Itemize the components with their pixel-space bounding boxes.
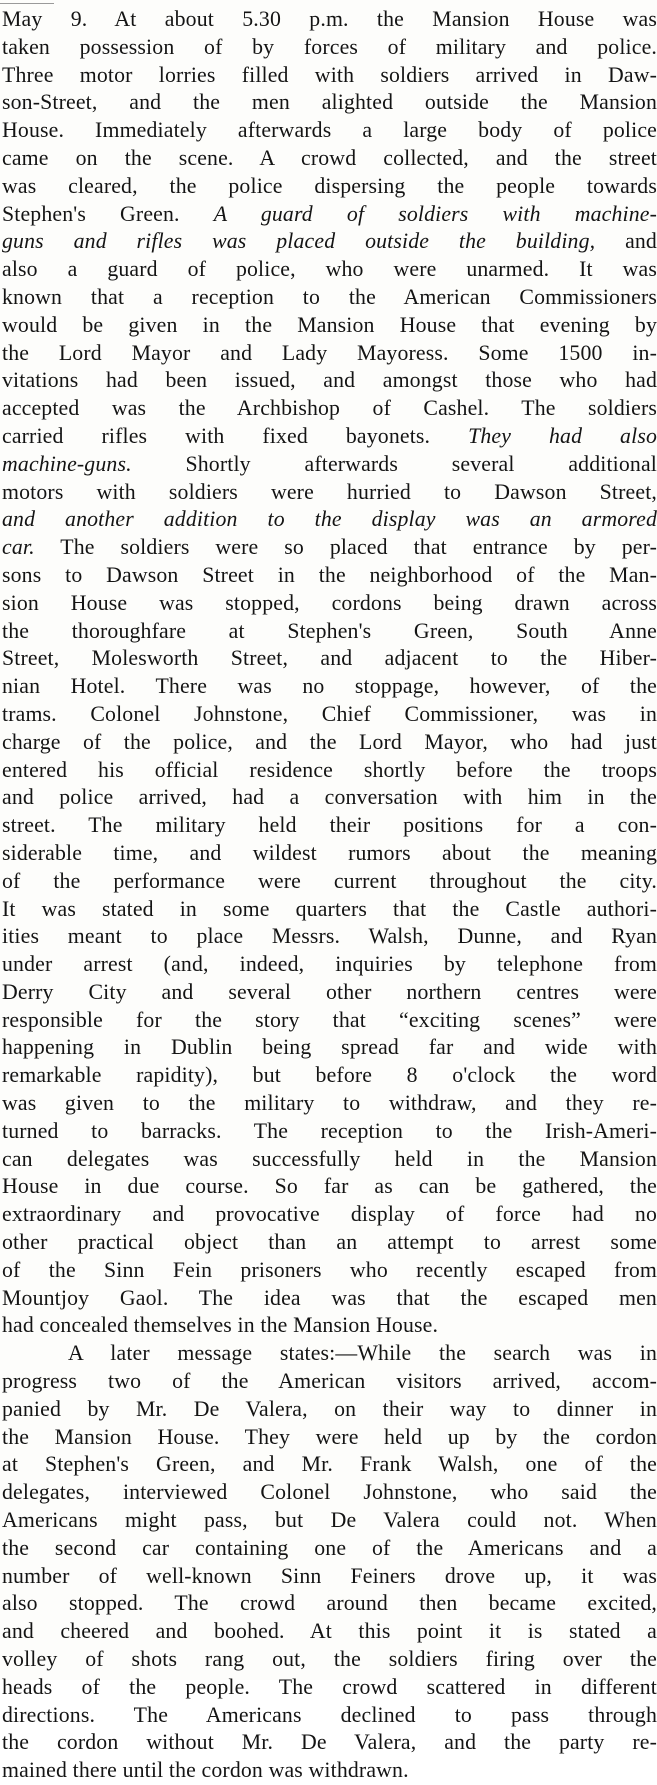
text-run: volley of shots rang out, the soldiers firing over the <box>2 1647 657 1672</box>
text-run: known that a reception to the American Commissioners <box>2 284 657 309</box>
column-rule <box>0 3 54 4</box>
text-run: panied by Mr. De Valera, on their way to dinner in <box>2 1396 657 1421</box>
text-run: A later message states:—While the search was in <box>68 1341 657 1366</box>
text-line <box>2 1729 657 1757</box>
italic-text: and another addition to the display was an armored <box>2 507 657 532</box>
text-line <box>2 590 657 618</box>
text-line <box>2 1034 657 1062</box>
text-line <box>2 312 657 340</box>
text-line <box>2 1285 657 1313</box>
text-run: Derry City and several other northern centres were <box>2 979 657 1004</box>
text-line <box>2 868 657 896</box>
text-run: the Lord Mayor and Lady Mayoress. Some 1500 in- <box>2 340 657 365</box>
text-run: sons to Dawson Street in the neighborhood of the Man- <box>2 562 657 587</box>
text-line <box>2 256 657 284</box>
text-run: and cheered and boohed. At this point it is stated a <box>2 1619 657 1644</box>
text-run: remarkable rapidity), but before 8 o'clock the word <box>2 1063 657 1088</box>
text-line <box>2 923 657 951</box>
text-line <box>2 1424 657 1452</box>
text-line <box>2 1146 657 1174</box>
text-line <box>2 645 657 673</box>
text-line <box>2 534 657 562</box>
text-line <box>2 1702 657 1730</box>
paragraph <box>2 1340 657 1785</box>
text-run: of the performance were current throughout the city. <box>2 868 657 893</box>
text-line <box>2 451 657 479</box>
article-text <box>2 6 657 1785</box>
text-run: mained there until the cordon was withdrawn. <box>2 1758 409 1783</box>
text-run: the thoroughfare at Stephen's Green, South Anne <box>2 618 657 643</box>
text-run: charge of the police, and the Lord Mayor, who had just <box>2 729 657 754</box>
text-line <box>2 1201 657 1229</box>
italic-text: guns and rifles was placed outside the building, <box>2 229 596 254</box>
text-line <box>2 340 657 368</box>
text-line <box>2 1396 657 1424</box>
text-line <box>2 896 657 924</box>
italic-text: They had also <box>468 423 657 448</box>
text-line <box>2 1479 657 1507</box>
text-line <box>2 1451 657 1479</box>
text-line <box>2 1229 657 1257</box>
text-run: The soldiers were so placed that entrance by per- <box>34 535 657 560</box>
text-line <box>2 562 657 590</box>
text-line <box>2 1007 657 1035</box>
text-run: had concealed themselves in the Mansion House. <box>2 1313 439 1338</box>
text-line <box>2 701 657 729</box>
text-run: also stopped. The crowd around then became excited, <box>2 1591 657 1616</box>
text-run: vitations had been issued, and amongst those who had <box>2 368 657 393</box>
text-line <box>2 62 657 90</box>
text-line <box>2 479 657 507</box>
text-run: Americans might pass, but De Valera could not. When <box>2 1508 657 1533</box>
text-run: May 9. At about 5.30 p.m. the Mansion House was <box>2 7 657 31</box>
text-line <box>2 1368 657 1396</box>
text-run: Street, Molesworth Street, and adjacent to the Hiber- <box>2 646 657 671</box>
text-run: heads of the people. The crowd scattered in different <box>2 1674 657 1699</box>
text-line <box>2 1090 657 1118</box>
text-line <box>2 1674 657 1702</box>
text-line <box>2 1062 657 1090</box>
text-run: accepted was the Archbishop of Cashel. The soldiers <box>2 396 657 421</box>
text-run: sion House was stopped, cordons being drawn across <box>2 590 657 615</box>
text-run: extraordinary and provocative display of force had no <box>2 1202 657 1227</box>
text-line <box>2 1173 657 1201</box>
text-run: ities meant to place Messrs. Walsh, Dunne, and Ryan <box>2 924 657 949</box>
text-run: came on the scene. A crowd collected, and the street <box>2 145 657 170</box>
text-line <box>2 395 657 423</box>
text-run: of the Sinn Fein prisoners who recently escaped from <box>2 1257 657 1282</box>
text-run: and police arrived, had a conversation with him in the <box>2 785 657 810</box>
text-line <box>2 1312 657 1340</box>
text-run: can delegates was successfully held in the Mansion <box>2 1146 657 1171</box>
text-line <box>2 673 657 701</box>
italic-text: car. <box>2 535 35 560</box>
text-run: House in due course. So far as can be gathered, the <box>2 1174 657 1199</box>
text-run: the cordon without Mr. De Valera, and the party re- <box>2 1730 657 1755</box>
text-run: Mountjoy Gaol. The idea was that the escaped men <box>2 1285 657 1310</box>
text-run: directions. The Americans declined to pass through <box>2 1702 657 1727</box>
text-run: would be given in the Mansion House that evening by <box>2 312 657 337</box>
text-line <box>2 951 657 979</box>
text-run: son-Street, and the men alighted outside the Mansion <box>2 90 657 115</box>
text-line <box>2 367 657 395</box>
text-run: was given to the military to withdraw, and they re- <box>2 1091 657 1116</box>
text-line <box>2 812 657 840</box>
text-line <box>2 145 657 173</box>
text-run: progress two of the American visitors arrived, accom- <box>2 1369 657 1394</box>
text-line <box>2 173 657 201</box>
text-run: entered his official residence shortly before the troops <box>2 757 657 782</box>
text-run: number of well-known Sinn Feiners drove up, it was <box>2 1563 657 1588</box>
text-line <box>2 784 657 812</box>
text-run: turned to barracks. The reception to the Irish-Ameri- <box>2 1118 657 1143</box>
text-run: the second car containing one of the Americans and a <box>2 1535 657 1560</box>
text-run: the Mansion House. They were held up by the cordon <box>2 1424 657 1449</box>
text-line <box>2 1646 657 1674</box>
text-run: delegates, interviewed Colonel Johnstone, who said the <box>2 1480 657 1505</box>
text-run: Shortly afterwards several additional <box>131 451 657 476</box>
text-line <box>2 729 657 757</box>
paragraph <box>2 6 657 1340</box>
text-run: responsible for the story that “exciting scenes” were <box>2 1007 657 1032</box>
text-line <box>2 1340 657 1368</box>
text-line <box>2 1757 657 1785</box>
text-line <box>2 1535 657 1563</box>
italic-text: A guard of soldiers with machine- <box>213 201 657 226</box>
text-line <box>2 1618 657 1646</box>
text-line <box>2 201 657 229</box>
text-run: happening in Dublin being spread far and wide with <box>2 1035 657 1060</box>
text-line <box>2 284 657 312</box>
text-run: other practical object than an attempt to arrest some <box>2 1230 657 1255</box>
text-run: street. The military held their positions for a con- <box>2 813 657 838</box>
text-line <box>2 89 657 117</box>
text-line <box>2 506 657 534</box>
text-run: at Stephen's Green, and Mr. Frank Walsh, one of the <box>2 1452 657 1477</box>
text-run: Stephen's Green. <box>2 201 214 226</box>
text-line <box>2 423 657 451</box>
text-run: Three motor lorries filled with soldiers arrived in Daw- <box>2 62 657 87</box>
text-line <box>2 6 657 34</box>
text-run: nian Hotel. There was no stoppage, however, of the <box>2 674 657 699</box>
text-run: carried rifles with fixed bayonets. <box>2 423 469 448</box>
text-run: was cleared, the police dispersing the people towards <box>2 173 657 198</box>
text-line <box>2 1257 657 1285</box>
text-line <box>2 1590 657 1618</box>
text-line <box>2 1563 657 1591</box>
text-line <box>2 1118 657 1146</box>
text-line <box>2 34 657 62</box>
text-run: trams. Colonel Johnstone, Chief Commissioner, was in <box>2 701 657 726</box>
text-line <box>2 757 657 785</box>
text-line <box>2 979 657 1007</box>
text-run: siderable time, and wildest rumors about the meaning <box>2 840 657 865</box>
text-run: taken possession of by forces of military and police. <box>2 34 657 59</box>
text-run: motors with soldiers were hurried to Dawson Street, <box>2 479 657 504</box>
text-run: House. Immediately afterwards a large body of police <box>2 118 657 143</box>
text-line <box>2 618 657 646</box>
text-line <box>2 117 657 145</box>
italic-text: machine-guns. <box>2 451 132 476</box>
text-line <box>2 1507 657 1535</box>
text-run: and <box>595 229 657 254</box>
text-run: also a guard of police, who were unarmed. It was <box>2 257 657 282</box>
text-run: It was stated in some quarters that the Castle authori- <box>2 896 657 921</box>
text-line <box>2 840 657 868</box>
text-run: under arrest (and, indeed, inquiries by telephone from <box>2 952 657 977</box>
text-line <box>2 228 657 256</box>
